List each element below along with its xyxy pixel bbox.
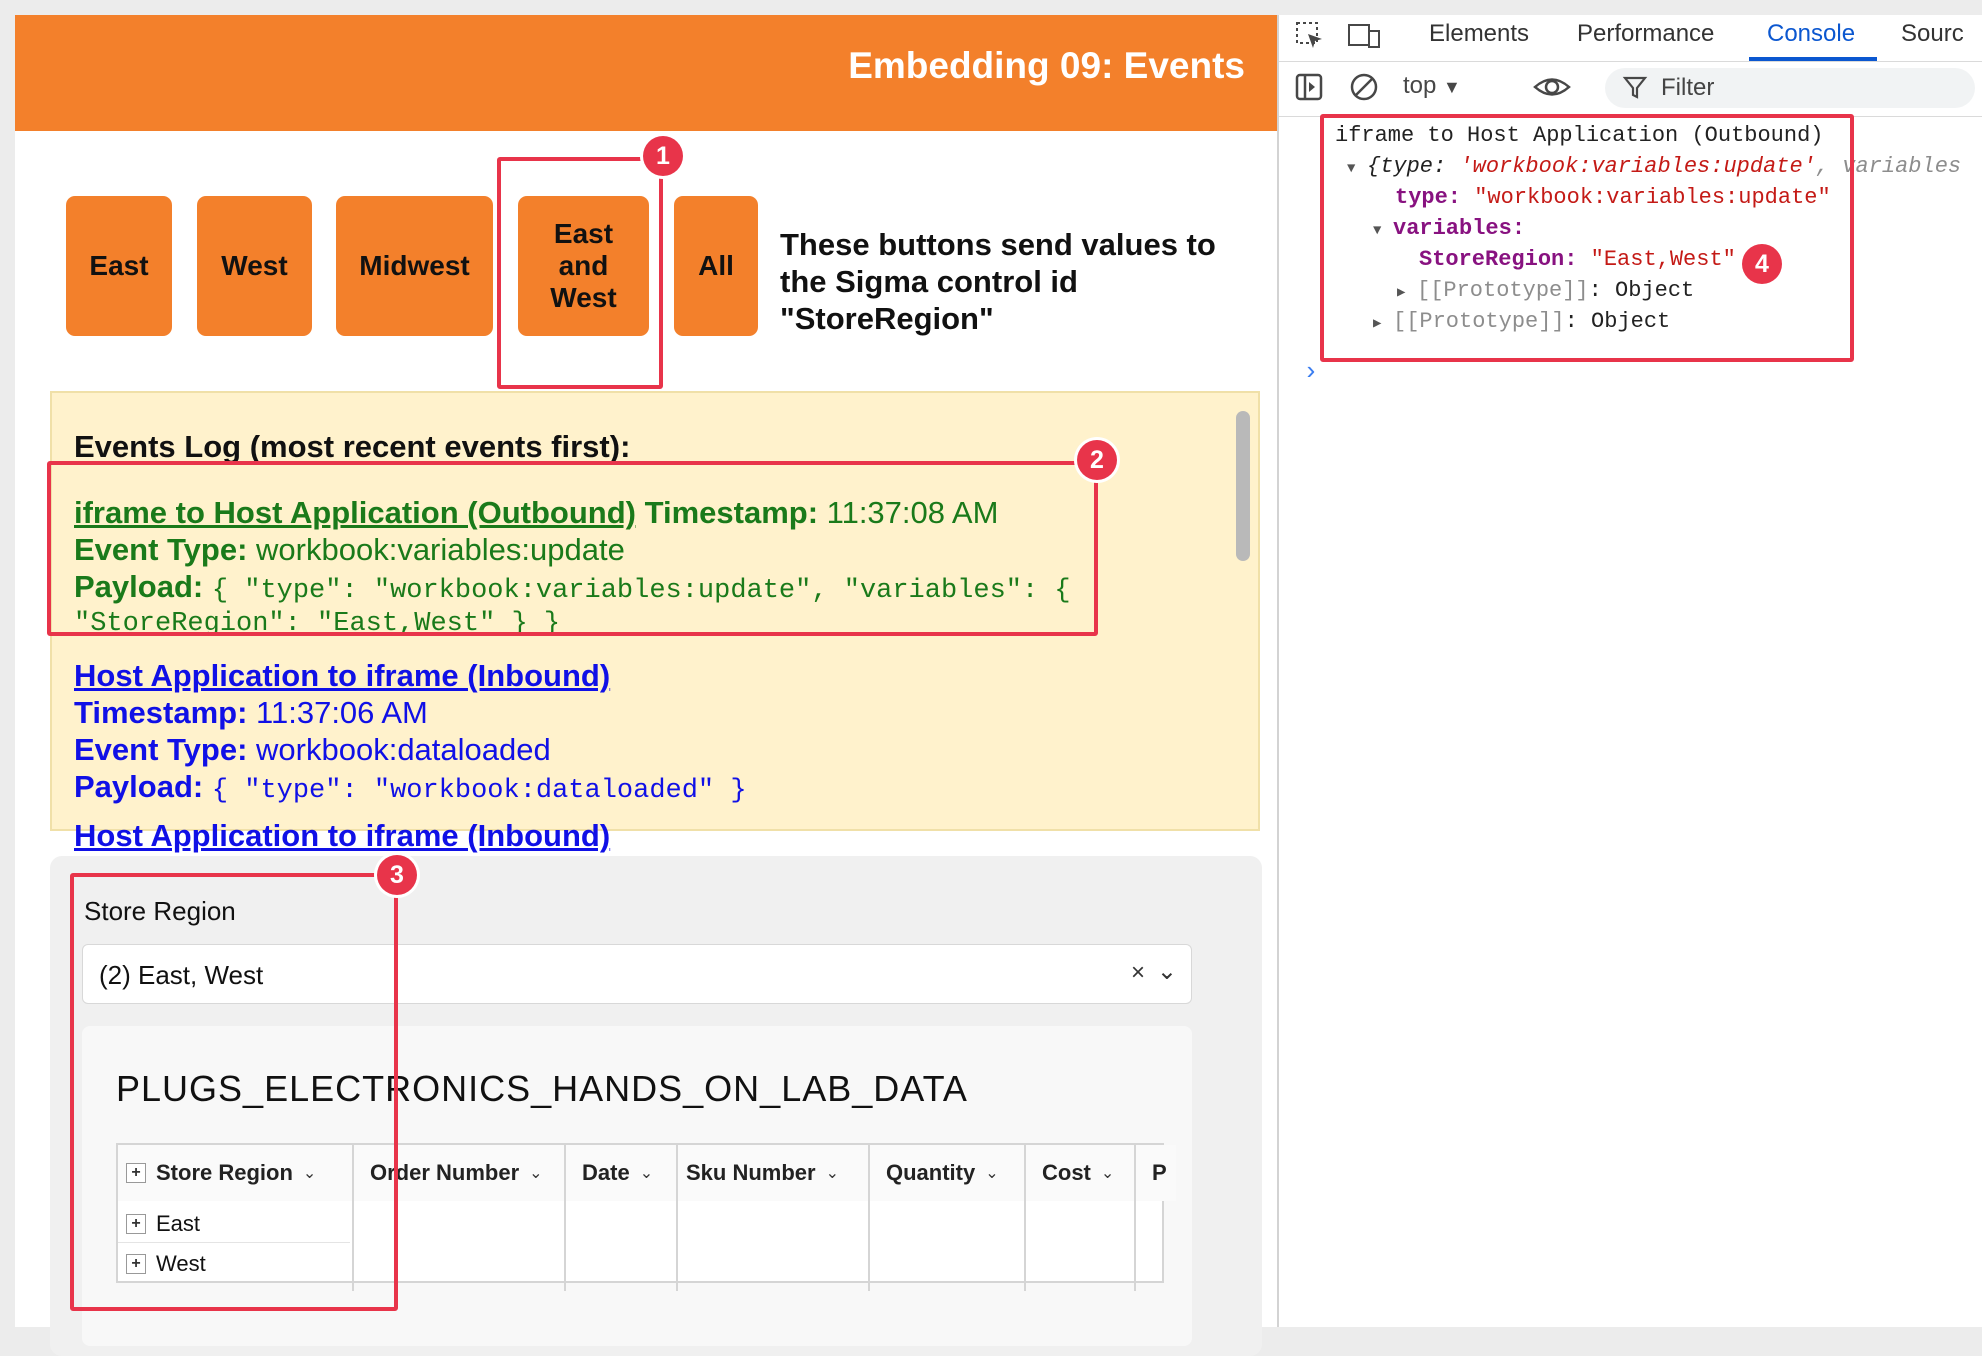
column-body [566, 1201, 678, 1291]
table-title: PLUGS_ELECTRONICS_HANDS_ON_LAB_DATA [116, 1068, 968, 1109]
inspect-element-icon[interactable] [1295, 21, 1325, 58]
column-body [1026, 1201, 1136, 1291]
prototype-value: : Object [1588, 278, 1695, 303]
tab-elements[interactable]: Elements [1429, 20, 1530, 47]
chevron-down-icon[interactable]: ⌄ [1100, 1165, 1115, 1182]
event-2-timestamp-row [74, 695, 428, 731]
event-1-type-label: Event Type: [74, 532, 248, 567]
caret-down-icon: ▼ [1443, 77, 1461, 97]
event-2-type-label: Event Type: [74, 732, 248, 767]
column-header-sku-number[interactable] [678, 1145, 870, 1201]
event-3-direction-link[interactable]: Host Application to iframe (Inbound) [74, 818, 611, 853]
event-2-payload-label: Payload: [74, 769, 204, 804]
event-2-type-row [74, 732, 551, 768]
prototype-value: : Object [1564, 309, 1671, 334]
object-type-value: 'workbook:variables:update' [1459, 154, 1816, 179]
event-2-payload: { "type": "workbook:dataloaded" } [211, 776, 747, 806]
filter-placeholder: Filter [1661, 74, 1715, 101]
expand-icon[interactable]: + [126, 1214, 146, 1234]
console-log-header: iframe to Host Application (Outbound) [1335, 123, 1824, 148]
column-header-label: Quantity [886, 1160, 976, 1185]
annotation-badge-4: 4 [1742, 244, 1782, 284]
chevron-down-icon[interactable]: ⌄ [825, 1165, 839, 1182]
event-1-payload-label: Payload: [74, 569, 204, 604]
type-key: type: [1395, 185, 1462, 210]
sidebar-toggle-icon[interactable] [1295, 72, 1325, 109]
annotation-badge-1: 1 [643, 136, 683, 176]
annotation-badge-3: 3 [377, 855, 417, 895]
event-2-timestamp-label: Timestamp: [74, 695, 248, 730]
object-tail: , variables [1815, 154, 1962, 179]
console-prompt-icon[interactable]: › [1303, 357, 1319, 387]
column-header-date[interactable] [566, 1145, 678, 1201]
chevron-down-icon[interactable]: ⌄ [639, 1165, 654, 1182]
column-header-label: Store Region [156, 1160, 293, 1185]
east-and-west-button[interactable]: East and West [518, 196, 649, 336]
event-2-header [74, 658, 610, 694]
event-2-direction-link[interactable]: Host Application to iframe (Inbound) [74, 658, 611, 693]
column-header-label: Sku Number [686, 1160, 816, 1185]
device-toolbar-icon[interactable] [1347, 21, 1381, 58]
expand-icon[interactable]: + [126, 1254, 146, 1274]
active-tab-indicator [1749, 57, 1877, 61]
storeregion-value: "East,West" [1590, 247, 1736, 272]
column-body [870, 1201, 1026, 1291]
console-toolbar [1279, 62, 1982, 117]
row-label: West [156, 1251, 206, 1276]
context-selector[interactable] [1403, 72, 1461, 100]
column-header-cost[interactable] [1026, 1145, 1136, 1201]
event-2-payload-row [74, 769, 747, 809]
collapsed-triangle-icon[interactable]: ▶ [1397, 285, 1406, 301]
store-region-label: Store Region [84, 896, 236, 926]
west-button[interactable]: West [197, 196, 312, 336]
buttons-description: These buttons send values to the Sigma control id "StoreRegion" [780, 227, 1216, 336]
annotation-box-4 [1320, 114, 1854, 362]
devtools-tabbar [1279, 15, 1982, 62]
log-scrollbar-thumb[interactable] [1236, 411, 1250, 561]
tab-console[interactable]: Console [1767, 20, 1856, 47]
prototype-key: [[Prototype]] [1393, 309, 1565, 334]
event-2-type: workbook:dataloaded [256, 732, 551, 767]
context-label: top [1403, 72, 1437, 99]
chevron-down-icon[interactable]: ⌄ [985, 1165, 999, 1182]
events-log-title: Events Log (most recent events first): [74, 429, 631, 464]
midwest-button[interactable]: Midwest [336, 196, 493, 336]
column-header-label: Order Number [370, 1160, 520, 1185]
event-1-type: workbook:variables:update [256, 532, 625, 567]
column-header-label: P [1152, 1160, 1167, 1185]
column-header-p[interactable] [1136, 1145, 1176, 1201]
annotation-box-2 [47, 461, 1098, 636]
annotation-box-1 [497, 157, 663, 389]
all-button[interactable]: All [674, 196, 758, 336]
column-header-label: Date [582, 1160, 630, 1185]
chevron-down-icon[interactable]: ⌄ [529, 1165, 543, 1182]
column-body [678, 1201, 870, 1291]
row-label: East [156, 1210, 201, 1236]
chevron-down-icon[interactable]: ⌄ [302, 1165, 317, 1182]
east-button[interactable]: East [66, 196, 172, 336]
event-1-timestamp-label: Timestamp: [644, 495, 819, 530]
storeregion-key: StoreRegion: [1419, 247, 1578, 272]
annotation-box-3 [70, 873, 398, 1311]
variables-key: variables: [1393, 216, 1526, 241]
event-2-timestamp: 11:37:06 AM [256, 695, 428, 730]
event-1-direction-link[interactable]: iframe to Host Application (Outbound) [74, 495, 636, 530]
event-1-timestamp: 11:37:08 AM [826, 495, 999, 530]
type-value: "workbook:variables:update" [1474, 185, 1831, 210]
page-title: Embedding 09: Events [848, 45, 1245, 86]
expanded-triangle-icon[interactable]: ▼ [1347, 161, 1356, 177]
chevron-down-icon[interactable]: ⌄ [1156, 958, 1177, 985]
column-header-label: Cost [1042, 1160, 1091, 1185]
clear-console-icon[interactable] [1349, 72, 1379, 109]
tab-performance[interactable]: Performance [1577, 20, 1715, 47]
expanded-triangle-icon[interactable]: ▼ [1373, 223, 1382, 239]
column-header-quantity[interactable] [870, 1145, 1026, 1201]
event-1-payload-line-2: "StoreRegion": "East,West" } } [74, 609, 561, 639]
store-region-value: (2) East, West [99, 960, 264, 990]
app-header [15, 15, 1277, 131]
prototype-key: [[Prototype]] [1417, 278, 1589, 303]
object-open: {type: [1367, 154, 1460, 179]
expand-icon[interactable]: + [126, 1163, 146, 1183]
filter-input[interactable] [1605, 68, 1975, 108]
annotation-badge-2: 2 [1077, 440, 1117, 480]
event-3-header [74, 818, 610, 854]
event-1-payload-line-1: { "type": "workbook:variables:update", "variables": { [211, 576, 1071, 606]
filter-icon [1623, 75, 1647, 108]
eye-icon[interactable] [1533, 70, 1571, 111]
tab-sources[interactable]: Sourc [1901, 20, 1964, 47]
collapsed-triangle-icon[interactable]: ▶ [1373, 316, 1382, 332]
clear-icon[interactable]: × [1130, 959, 1145, 986]
